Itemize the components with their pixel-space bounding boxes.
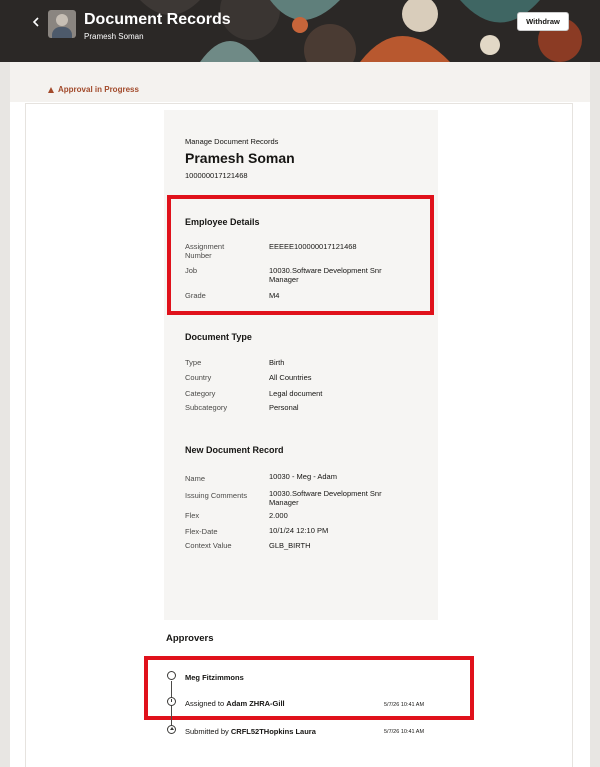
back-button[interactable] (28, 12, 44, 32)
status-bar (10, 62, 590, 102)
approvers-title: Approvers (166, 633, 214, 644)
category-label: Category (185, 389, 216, 398)
approver-name: Meg Fitzimmons (185, 673, 244, 682)
page-subtitle: Pramesh Soman (84, 32, 144, 41)
employee-details-title: Employee Details (185, 217, 260, 227)
document-type-title: Document Type (185, 332, 252, 342)
avatar (48, 10, 76, 38)
flex-label: Flex (185, 511, 200, 520)
job-label: Job (185, 266, 198, 275)
country-label: Country (185, 373, 212, 382)
name-value: 10030 - Meg - Adam (269, 472, 337, 481)
highlight-box-approvers (144, 656, 474, 720)
header-pattern (0, 0, 600, 62)
flex-date-value: 10/1/24 12:10 PM (269, 526, 329, 535)
submitted-timestamp: 5/7/26 10:41 AM (384, 729, 425, 735)
grade-label: Grade (185, 291, 206, 300)
country-value: All Countries (269, 373, 312, 382)
issuing-comments-value: 10030.Software Development Snr Manager (269, 489, 382, 507)
withdraw-button[interactable]: Withdraw (517, 12, 569, 31)
grade-value: M4 (269, 291, 280, 300)
job-value: 10030.Software Development Snr Manager (269, 266, 382, 284)
name-label: Name (185, 474, 206, 483)
warning-icon (48, 87, 54, 93)
flex-date-label: Flex-Date (185, 527, 218, 536)
app-header (0, 0, 600, 62)
page-title: Document Records (84, 11, 231, 28)
assigned-timestamp: 5/7/26 10:41 AM (384, 702, 425, 708)
issuing-comments-label: Issuing Comments (185, 491, 248, 500)
type-label: Type (185, 358, 202, 367)
context-value-value: GLB_BIRTH (269, 541, 311, 550)
chevron-left-icon (32, 17, 40, 27)
category-value: Legal document (269, 389, 323, 398)
type-value: Birth (269, 358, 285, 367)
person-name: Pramesh Soman (185, 150, 295, 166)
person-number: 100000017121468 (185, 171, 248, 180)
subcategory-value: Personal (269, 403, 299, 412)
new-document-record-title: New Document Record (185, 445, 284, 455)
submitted-by-text: Submitted by CRFL52THopkins Laura (185, 727, 316, 736)
assignment-number-label: Assignment Number (185, 242, 225, 260)
assignment-number-value: EEEEE100000017121468 (269, 242, 357, 251)
status-badge: Approval in Progress (48, 85, 139, 94)
subcategory-label: Subcategory (185, 403, 228, 412)
approver-pending-icon (167, 671, 176, 680)
flex-value: 2.000 (269, 511, 288, 520)
assigned-to-text: Assigned to Adam ZHRA-Gill (185, 699, 285, 708)
context-value-label: Context Value (185, 541, 232, 550)
record-caption: Manage Document Records (185, 137, 279, 146)
